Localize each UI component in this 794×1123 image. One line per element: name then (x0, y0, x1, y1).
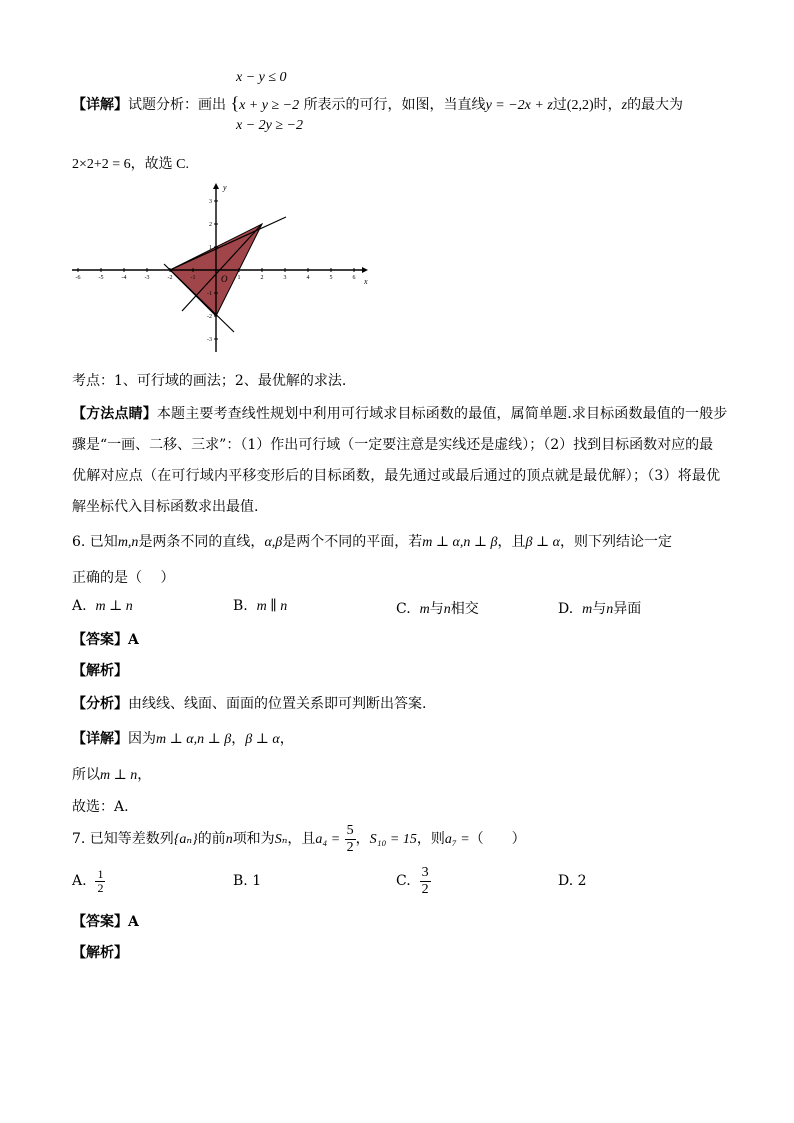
q6-ab: α,β (264, 535, 283, 550)
fraction-numerator: 1 (97, 866, 104, 881)
fraction-denominator: 2 (421, 881, 429, 897)
q7-answer: 【答案】A (72, 914, 139, 930)
q7-text: ，且 (287, 831, 316, 847)
q6-text: 是两条不同的直线， (138, 534, 265, 550)
x-tick: 4 (306, 275, 310, 281)
option-text: m ∥ n (256, 599, 288, 614)
option-text: 与 (429, 601, 444, 617)
option-label: B. (233, 598, 248, 614)
q7-a4: a₄ = (315, 832, 341, 847)
option-text: m ⊥ n (95, 599, 133, 614)
y-tick: 3 (209, 199, 212, 205)
q6-so (72, 764, 151, 784)
q6-option-c (396, 598, 479, 618)
x-axis-label: x (364, 277, 368, 286)
detail5-result: 2×2+2 = 6，故选 C. (72, 157, 190, 172)
q7-a7: a₇ = (444, 832, 470, 847)
y-tick: -1 (207, 291, 212, 297)
option-text: 相交 (450, 601, 479, 617)
q7-sn: Sₙ (274, 832, 288, 847)
q7-text: ， (355, 831, 370, 847)
so-text: 所以 (72, 767, 100, 783)
method-line4: 解坐标代入目标函数求出最值. (72, 499, 259, 515)
detail-text-a: 试题分析：画出 (128, 97, 226, 113)
optimal-point: (2,2) (566, 98, 594, 113)
method-text: 本题主要考查线性规划中利用可行域求目标函数的最值，属简单题.求目标函数最值的一般步 (156, 406, 728, 422)
kaodian: 考点：1、可行域的画法；2、最优解的求法. (72, 373, 347, 389)
detail-label: 【详解】 (72, 731, 128, 747)
q6-analysis (72, 693, 426, 713)
y-tick: 1 (209, 245, 212, 251)
q6-text: 6. 已知 (72, 534, 118, 550)
q7-jiexi: 【解析】 (72, 945, 128, 961)
x-axis-arrow (362, 267, 368, 273)
y-tick: -3 (207, 337, 212, 343)
option-a-fraction (95, 868, 105, 895)
q6-detail (72, 728, 294, 748)
option-m: m (419, 602, 430, 617)
q6-stem-line1 (72, 531, 672, 551)
x-tick: -4 (121, 275, 127, 281)
method-line3: 优解对应点（在可行域内平移变形后的目标函数，最先通过或最后通过的顶点就是最优解）；（3）将最优 (72, 468, 721, 484)
q6-text: 是两个不同的平面，若 (282, 534, 423, 550)
detail-text: 因为 (128, 731, 156, 747)
q7-option-d: D. 2 (558, 873, 587, 889)
option-label: C. (396, 873, 411, 889)
origin-label: O (221, 274, 228, 284)
y-axis-label: y (223, 183, 227, 192)
q7-text: 7. 已知等差数列 (72, 831, 174, 847)
option-n: n (443, 602, 451, 617)
q7-seq: {aₙ} (173, 832, 198, 847)
fraction-denominator: 2 (346, 839, 354, 855)
so-text: ， (137, 767, 152, 783)
option-n: n (606, 602, 614, 617)
x-tick: 3 (283, 275, 287, 281)
q6-stem-line2: 正确的是（ ） (72, 570, 175, 586)
q7-text: 项和为 (232, 831, 275, 847)
analysis-label: 【分析】 (72, 696, 128, 712)
q6-choose: 故选：A. (72, 799, 129, 815)
feasible-region-graph (68, 180, 368, 355)
q7-option-a (72, 864, 105, 898)
q6-option-a (72, 598, 133, 615)
x-tick: 5 (329, 275, 333, 281)
y-tick: -2 (207, 314, 212, 320)
q7-stem (72, 822, 526, 857)
x-tick: 6 (352, 275, 356, 281)
y-axis-arrow (213, 183, 219, 189)
detail-text-c: 过 (552, 97, 567, 113)
detail-text-d: 时， (593, 97, 622, 113)
constraint-1: x − y ≤ 0 (236, 70, 287, 85)
detail-text-e: 的最大为 (627, 97, 684, 113)
option-label: A. (72, 598, 87, 614)
option-text: 异面 (613, 601, 642, 617)
z-var: z (621, 98, 628, 113)
q7-s10: S₁₀ = 15 (369, 832, 417, 847)
q6-option-b (233, 598, 287, 615)
x-tick: 2 (260, 275, 264, 281)
q7-option-b: B. 1 (233, 873, 262, 889)
option-label: A. (72, 873, 87, 889)
q6-cond: m ⊥ α,n ⊥ β (422, 535, 498, 550)
q7-n: n (225, 832, 233, 847)
x-tick: -6 (75, 275, 81, 281)
detail-text: ， (279, 731, 294, 747)
analysis-text: 由线线、线面、面面的位置关系即可判断出答案. (128, 696, 427, 712)
method-label: 【方法点睛】 (72, 406, 157, 422)
q7-a4-fraction (345, 823, 356, 856)
objective-line: y = −2x + z (485, 98, 553, 113)
q6-text: ，且 (497, 534, 526, 550)
x-tick: -3 (144, 275, 150, 281)
x-tick: -5 (98, 275, 104, 281)
method-line1 (72, 403, 728, 423)
x-tick: 1 (237, 275, 241, 281)
so-expr: m ⊥ n (100, 768, 138, 783)
constraint-3: x − 2y ≥ −2 (236, 118, 304, 133)
q7-text: 的前 (197, 831, 226, 847)
y-tick: 2 (209, 222, 212, 228)
detail5-line (72, 93, 683, 114)
q6-jiexi: 【解析】 (72, 663, 128, 679)
detail-label: 【详解】 (72, 97, 128, 113)
q6-text: ，则下列结论一定 (560, 534, 673, 550)
option-m: m (582, 602, 593, 617)
q7-text: （ ） (469, 831, 526, 847)
q6-answer: 【答案】A (72, 632, 139, 648)
option-label: D. (558, 601, 574, 617)
option-label: C. (396, 601, 411, 617)
option-text: 与 (592, 601, 607, 617)
q6-option-d (558, 598, 641, 618)
fraction-denominator: 2 (97, 880, 104, 895)
method-line2: 骤是“一画、二移、三求”：（1）作出可行域（一定要注意是实线还是虚线）；（2）找到目标函数对应的最 (72, 437, 714, 453)
x-tick: -1 (190, 275, 196, 281)
q6-mn: m,n (117, 535, 139, 550)
q7-text: ，则 (416, 831, 445, 847)
x-tick: -2 (167, 275, 173, 281)
option-c-fraction (420, 865, 431, 898)
detail-cond2: β ⊥ α (245, 732, 280, 747)
detail-cond: m ⊥ α,n ⊥ β (156, 732, 232, 747)
detail-text: ， (231, 731, 246, 747)
q7-option-c (396, 864, 431, 898)
detail-text-b: 所表示的可行，如图，当直线 (303, 97, 486, 113)
constraint-2: x + y ≥ −2 (239, 98, 300, 113)
fraction-numerator: 5 (346, 822, 354, 838)
q6-cond2: β ⊥ α (525, 535, 561, 550)
system-brace: { (230, 93, 240, 113)
fraction-numerator: 3 (421, 864, 429, 880)
